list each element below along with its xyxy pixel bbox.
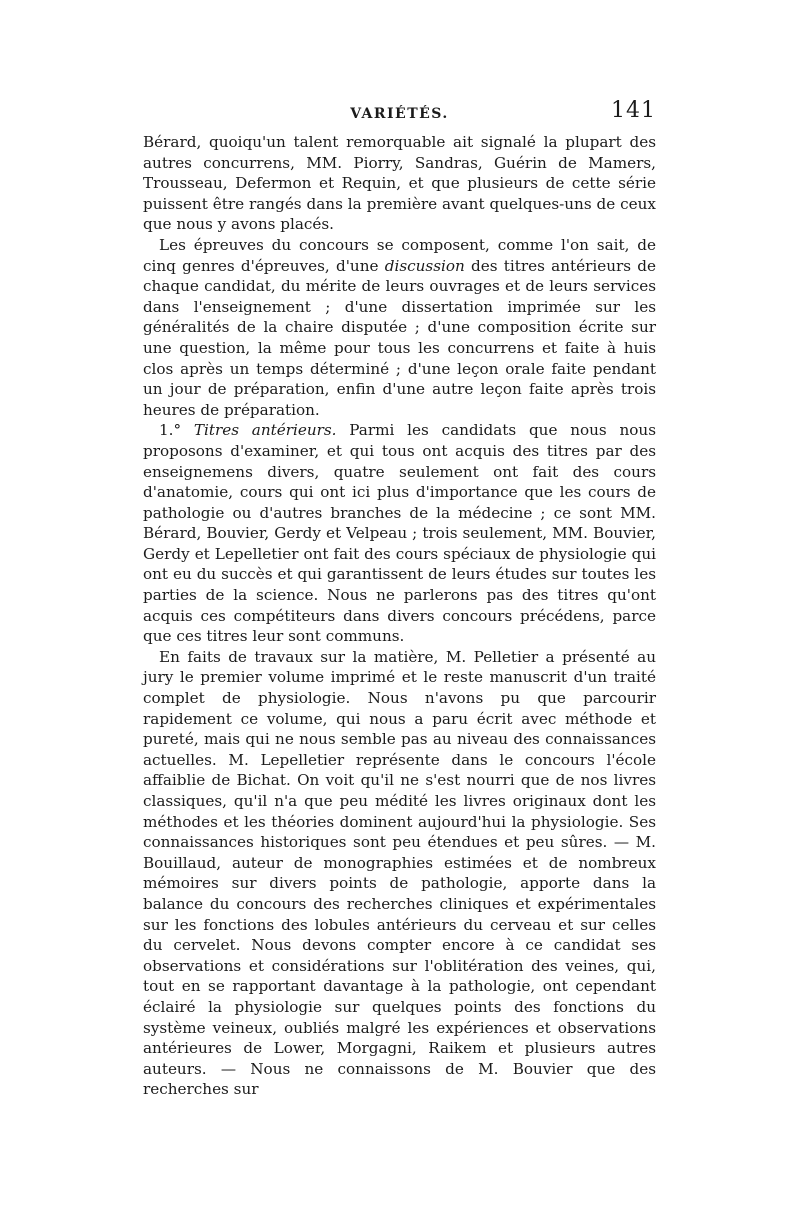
paragraph-1: Bérard, quoiqu'un talent remorquable ait signalé la plupart des autres concurrens, MM. Piorry, Sandras, Guérin de Mamers, Trousseau, Defermon et Requin, et que plusieurs de cette série puissent être rangés dans la première avant quelques-uns de ceux que nous y avons placés. [143,133,656,234]
paragraph-2-emphasis: discussion [384,256,465,275]
paragraph-2 [143,235,656,420]
paragraph-2-start: Les épreuves du concours se composent, comme l'on sait, de cinq genres d'épreuves, d'une [143,235,656,275]
body-text [143,132,656,1100]
running-head [143,98,656,132]
page-number: 141 [611,98,656,123]
running-title: VARIÉTÉS. [350,106,449,122]
paragraph-3-end: Parmi les candidats que nous nous proposons d'examiner, et qui tous ont acquis des titres par des enseignemens divers, quatre seulement ont fait des cours d'anatomie, cours qui ont ici plus d'importance que les cours de pathologie ou d'autres branches de la médecine ; ce sont MM. Bérard, Bouvier, Gerdy et Velpeau ; trois seulement, MM. Bouvier, Gerdy et Lepelletier ont fait des cours spéciaux de physiologie qui ont eu du succès et qui garantissent de leurs études sur toutes les parties de la science. Nous ne parlerons pas des titres qu'ont acquis ces compétiteurs dans divers concours précédens, parce que ces titres leur sont communs. [143,421,656,646]
paragraph-3-emphasis: Titres antérieurs. [193,421,337,440]
paragraph-3 [143,420,656,647]
book-page [143,98,656,1100]
paragraph-2-end: des titres antérieurs de chaque candidat, du mérite de leurs ouvrages et de leurs services dans l'enseignement ; d'une dissertation imprimée sur les généralités de la chaire disputée ; d'une composition écrite sur une question, la même pour tous les concurrens et faite à huis clos après un temps déterminé ; d'une leçon orale faite pendant un jour de préparation, enfin d'une autre leçon faite après trois heures de préparation. [143,256,656,419]
paragraph-4: En faits de travaux sur la matière, M. Pelletier a présenté au jury le premier volume imprimé et le reste manuscrit d'un traité complet de physiologie. Nous n'avons pu que parcourir rapidement ce volume, qui nous a paru écrit avec méthode et pureté, mais qui ne nous semble pas au niveau des connaissances actuelles. M. Lepelletier représente dans le concours l'école affaiblie de Bichat. On voit qu'il ne s'est nourri que de nos livres classiques, qu'il n'a que peu médité les livres originaux dont les méthodes et les théories dominent aujourd'hui la physiologie. Ses connaissances historiques sont peu étendues et peu sûres. — M. Bouillaud, auteur de monographies estimées et de nombreux mémoires sur divers points de pathologie, apporte dans la balance du concours des recherches cliniques et expérimentales sur les fonctions des lobules antérieurs du cerveau et sur celles du cervelet. Nous devons compter encore à ce candidat ses observations et considérations sur l'oblitération des veines, qui, tout en se rapportant davantage à la pathologie, ont cependant éclairé la physiologie sur quelques points des fonctions du système veineux, oubliés malgré les expériences et observations antérieures de Lower, Morgagni, Raikem et plusieurs autres auteurs. — Nous ne connaissons de M. Bouvier que des recherches sur [143,647,656,1099]
paragraph-3-number: 1.° [159,421,194,440]
